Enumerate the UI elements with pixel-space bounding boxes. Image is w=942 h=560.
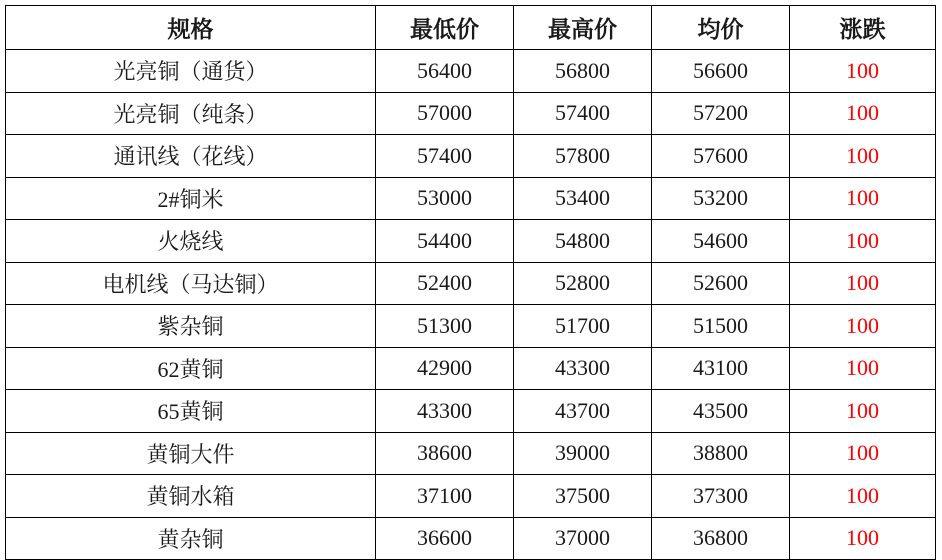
cell-avg: 36800 xyxy=(652,517,790,560)
cell-change: 100 xyxy=(790,135,936,178)
cell-low: 54400 xyxy=(376,220,514,263)
table-row xyxy=(6,50,936,93)
column-header-low: 最低价 xyxy=(376,6,514,50)
cell-change: 100 xyxy=(790,390,936,433)
cell-high: 57800 xyxy=(514,135,652,178)
cell-change: 100 xyxy=(790,347,936,390)
cell-low: 36600 xyxy=(376,517,514,560)
cell-spec: 光亮铜（通货） xyxy=(6,50,376,93)
cell-low: 57000 xyxy=(376,92,514,135)
table-row xyxy=(6,390,936,433)
cell-avg: 51500 xyxy=(652,305,790,348)
cell-change: 100 xyxy=(790,50,936,93)
cell-avg: 56600 xyxy=(652,50,790,93)
cell-high: 57400 xyxy=(514,92,652,135)
cell-high: 39000 xyxy=(514,432,652,475)
cell-avg: 57200 xyxy=(652,92,790,135)
cell-low: 42900 xyxy=(376,347,514,390)
table-row xyxy=(6,305,936,348)
table-row xyxy=(6,262,936,305)
cell-low: 37100 xyxy=(376,475,514,518)
table-row xyxy=(6,135,936,178)
cell-low: 57400 xyxy=(376,135,514,178)
cell-change: 100 xyxy=(790,517,936,560)
document-page xyxy=(0,5,942,554)
cell-change: 100 xyxy=(790,432,936,475)
table-header-row xyxy=(6,6,936,50)
cell-avg: 53200 xyxy=(652,177,790,220)
table-row xyxy=(6,220,936,263)
table-row xyxy=(6,432,936,475)
cell-avg: 38800 xyxy=(652,432,790,475)
cell-spec: 62黄铜 xyxy=(6,347,376,390)
cell-avg: 37300 xyxy=(652,475,790,518)
cell-spec: 紫杂铜 xyxy=(6,305,376,348)
cell-spec: 火烧线 xyxy=(6,220,376,263)
cell-avg: 54600 xyxy=(652,220,790,263)
cell-spec: 2#铜米 xyxy=(6,177,376,220)
cell-high: 51700 xyxy=(514,305,652,348)
cell-high: 53400 xyxy=(514,177,652,220)
cell-low: 56400 xyxy=(376,50,514,93)
cell-low: 43300 xyxy=(376,390,514,433)
cell-high: 54800 xyxy=(514,220,652,263)
cell-change: 100 xyxy=(790,92,936,135)
table-row xyxy=(6,475,936,518)
cell-change: 100 xyxy=(790,220,936,263)
cell-change: 100 xyxy=(790,177,936,220)
cell-high: 43700 xyxy=(514,390,652,433)
cell-change: 100 xyxy=(790,475,936,518)
cell-low: 51300 xyxy=(376,305,514,348)
cell-low: 52400 xyxy=(376,262,514,305)
cell-high: 37500 xyxy=(514,475,652,518)
cell-change: 100 xyxy=(790,262,936,305)
column-header-avg: 均价 xyxy=(652,6,790,50)
table-body xyxy=(6,50,936,560)
cell-low: 38600 xyxy=(376,432,514,475)
table-header xyxy=(6,6,936,50)
cell-high: 37000 xyxy=(514,517,652,560)
cell-spec: 电机线（马达铜） xyxy=(6,262,376,305)
column-header-change: 涨跌 xyxy=(790,6,936,50)
cell-avg: 43500 xyxy=(652,390,790,433)
cell-high: 43300 xyxy=(514,347,652,390)
cell-avg: 57600 xyxy=(652,135,790,178)
column-header-high: 最高价 xyxy=(514,6,652,50)
cell-spec: 通讯线（花线） xyxy=(6,135,376,178)
cell-high: 52800 xyxy=(514,262,652,305)
cell-spec: 黄铜大件 xyxy=(6,432,376,475)
column-header-spec: 规格 xyxy=(6,6,376,50)
cell-spec: 光亮铜（纯条） xyxy=(6,92,376,135)
table-row xyxy=(6,177,936,220)
cell-spec: 黄铜水箱 xyxy=(6,475,376,518)
table-row xyxy=(6,347,936,390)
cell-avg: 52600 xyxy=(652,262,790,305)
cell-high: 56800 xyxy=(514,50,652,93)
cell-spec: 黄杂铜 xyxy=(6,517,376,560)
table-row xyxy=(6,92,936,135)
copper-price-table xyxy=(5,5,936,560)
table-row xyxy=(6,517,936,560)
cell-spec: 65黄铜 xyxy=(6,390,376,433)
cell-avg: 43100 xyxy=(652,347,790,390)
cell-change: 100 xyxy=(790,305,936,348)
cell-low: 53000 xyxy=(376,177,514,220)
